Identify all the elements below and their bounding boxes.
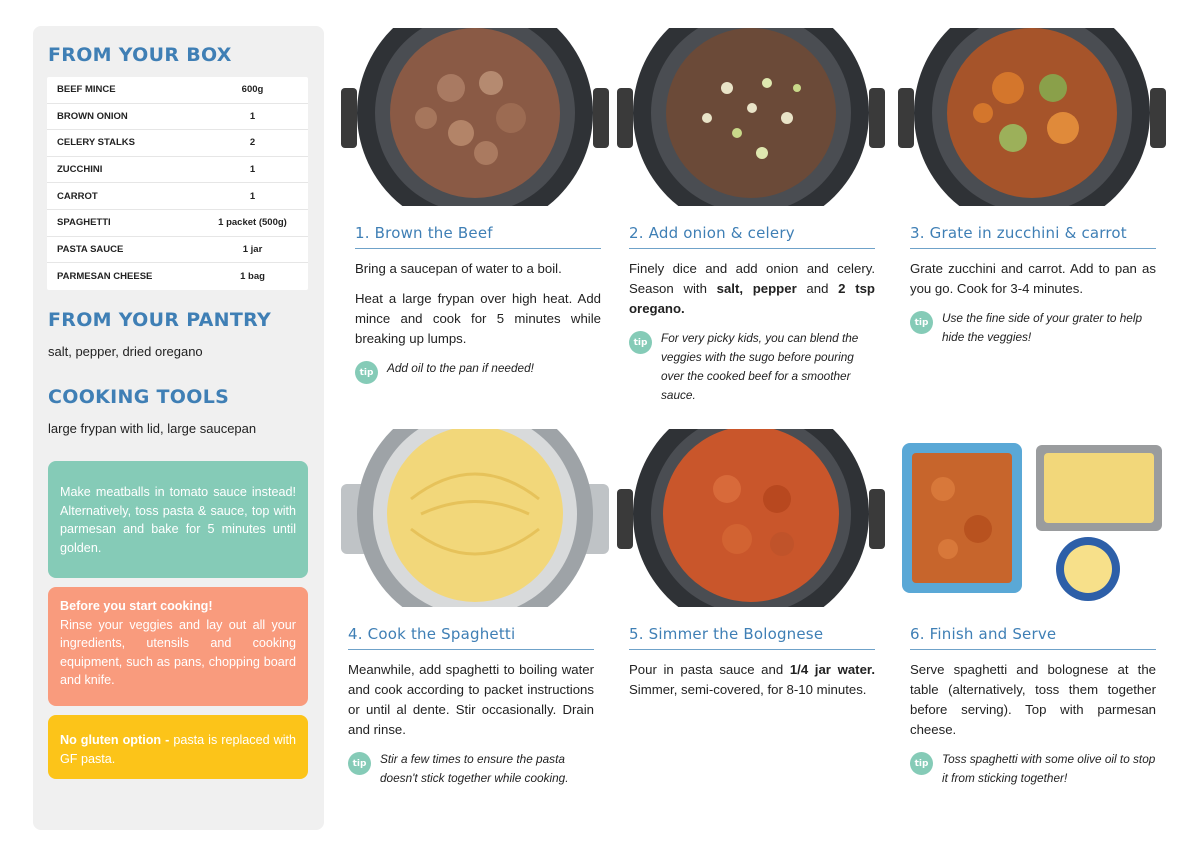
text-run: Pour in pasta sauce and — [629, 662, 790, 677]
table-row — [47, 183, 308, 210]
ingredient-name: BEEF MINCE — [57, 84, 116, 96]
step-2 — [629, 224, 875, 405]
text-run-bold: 1/4 jar water. — [789, 662, 875, 677]
step-title: 5. Simmer the Bolognese — [629, 625, 875, 650]
step-title: 1. Brown the Beef — [355, 224, 601, 249]
ingredient-qty: 1 — [249, 190, 256, 202]
step-title: 6. Finish and Serve — [910, 625, 1156, 650]
pantry-heading: FROM YOUR PANTRY — [48, 309, 272, 331]
tip-badge: tip — [910, 311, 933, 334]
step-text: Grate zucchini and carrot. Add to pan as you go. Cook for 3-4 minutes. — [910, 261, 1156, 296]
step-5 — [629, 625, 875, 710]
step-1-photo — [341, 28, 609, 206]
ingredient-qty: 1 bag — [240, 270, 265, 282]
step-3 — [910, 224, 1156, 347]
sidebar — [33, 26, 324, 830]
tip-badge: tip — [910, 752, 933, 775]
table-row — [47, 263, 308, 290]
table-row — [47, 104, 308, 131]
tip-badge: tip — [355, 361, 378, 384]
tip-text: For very picky kids, you can blend the veggies with the sugo before pouring over the cooked beef for a smoother sauce. — [661, 331, 859, 402]
variation-note: Make meatballs in tomato sauce instead! Alternatively, toss pasta & sauce, top with parmesan and bake for 5 minutes until golden. — [48, 461, 308, 578]
step-text: Serve spaghetti and bolognese at the table (alternatively, toss them together before serving). Top with parmesan cheese. — [910, 662, 1156, 737]
ingredient-qty: 1 — [249, 164, 256, 176]
step-title: 2. Add onion & celery — [629, 224, 875, 249]
step-6-photo — [898, 429, 1166, 607]
text-run: and — [796, 281, 839, 296]
text-run: Simmer, semi-covered, for 8-10 minutes. — [629, 682, 867, 697]
step-text — [629, 259, 875, 319]
step-body — [910, 660, 1156, 740]
ingredient-name: ZUCCHINI — [57, 164, 103, 176]
step-6 — [910, 625, 1156, 788]
tip — [355, 359, 601, 384]
step-title: 4. Cook the Spaghetti — [348, 625, 594, 650]
step-body — [355, 259, 601, 349]
ingredient-qty: 1 packet (500g) — [218, 217, 287, 229]
step-text: Heat a large frypan over high heat. Add mince and cook for 5 minutes while breaking up lumps. — [355, 291, 601, 346]
tip-badge: tip — [348, 752, 371, 775]
before-cooking-note — [48, 587, 308, 706]
step-body — [910, 259, 1156, 299]
ingredients-table — [47, 77, 308, 290]
note-title: Before you start cooking! — [60, 599, 213, 613]
tip — [910, 309, 1156, 347]
step-text: Bring a saucepan of water to a boil. — [355, 261, 562, 276]
ingredient-qty: 1 — [249, 110, 256, 122]
ingredient-name: PARMESAN CHEESE — [57, 270, 153, 282]
tools-heading: COOKING TOOLS — [48, 386, 230, 408]
table-row — [47, 210, 308, 237]
text-run-bold: salt, pepper — [716, 281, 797, 296]
step-1 — [355, 224, 601, 384]
tip-text: Stir a few times to ensure the pasta doesn't stick together while cooking. — [380, 752, 569, 785]
tip-badge: tip — [629, 331, 652, 354]
ingredient-qty: 600g — [241, 84, 264, 96]
text-run: Finely dice and add onion and celery. Season with — [629, 261, 875, 296]
note-text: Rinse your veggies and lay out all your ingredients, utensils and cooking equipment, such as pans, chopping board and knife. — [60, 617, 296, 687]
ingredient-name: CELERY STALKS — [57, 137, 135, 149]
ingredient-name: SPAGHETTI — [57, 217, 111, 229]
step-text: Meanwhile, add spaghetti to boiling water and cook according to packet instructions or until al dente. Stir occasionally. Drain and rinse. — [348, 662, 594, 737]
text-run-bold: 2 tsp oregano. — [629, 281, 875, 316]
step-body — [629, 259, 875, 319]
table-row — [47, 237, 308, 264]
gluten-free-note — [48, 715, 308, 779]
step-4 — [348, 625, 594, 788]
tip-text: Toss spaghetti with some olive oil to stop it from sticking together! — [942, 752, 1156, 785]
step-text — [629, 660, 875, 700]
step-title: 3. Grate in zucchini & carrot — [910, 224, 1156, 249]
step-body — [629, 660, 875, 700]
note-title: No gluten option - — [60, 733, 170, 747]
step-2-photo — [617, 28, 885, 206]
tip — [629, 329, 875, 405]
tip — [348, 750, 594, 788]
ingredient-qty: 2 — [249, 137, 256, 149]
note-text: pasta is replaced with GF pasta. — [60, 733, 296, 766]
box-heading: FROM YOUR BOX — [48, 44, 232, 66]
ingredient-name: BROWN ONION — [57, 110, 128, 122]
tip-text: Use the fine side of your grater to help hide the veggies! — [942, 311, 1143, 344]
tools-text: large frypan with lid, large saucepan — [48, 421, 257, 436]
tip — [910, 750, 1156, 788]
ingredient-qty: 1 jar — [242, 243, 263, 255]
step-5-photo — [617, 429, 885, 607]
step-3-photo — [898, 28, 1166, 206]
ingredient-name: CARROT — [57, 190, 98, 202]
table-row — [47, 77, 308, 104]
table-row — [47, 157, 308, 184]
step-body — [348, 660, 594, 740]
tip-text: Add oil to the pan if needed! — [387, 361, 534, 375]
table-row — [47, 130, 308, 157]
pantry-text: salt, pepper, dried oregano — [48, 344, 203, 359]
step-4-photo — [341, 429, 609, 607]
ingredient-name: PASTA SAUCE — [57, 243, 124, 255]
